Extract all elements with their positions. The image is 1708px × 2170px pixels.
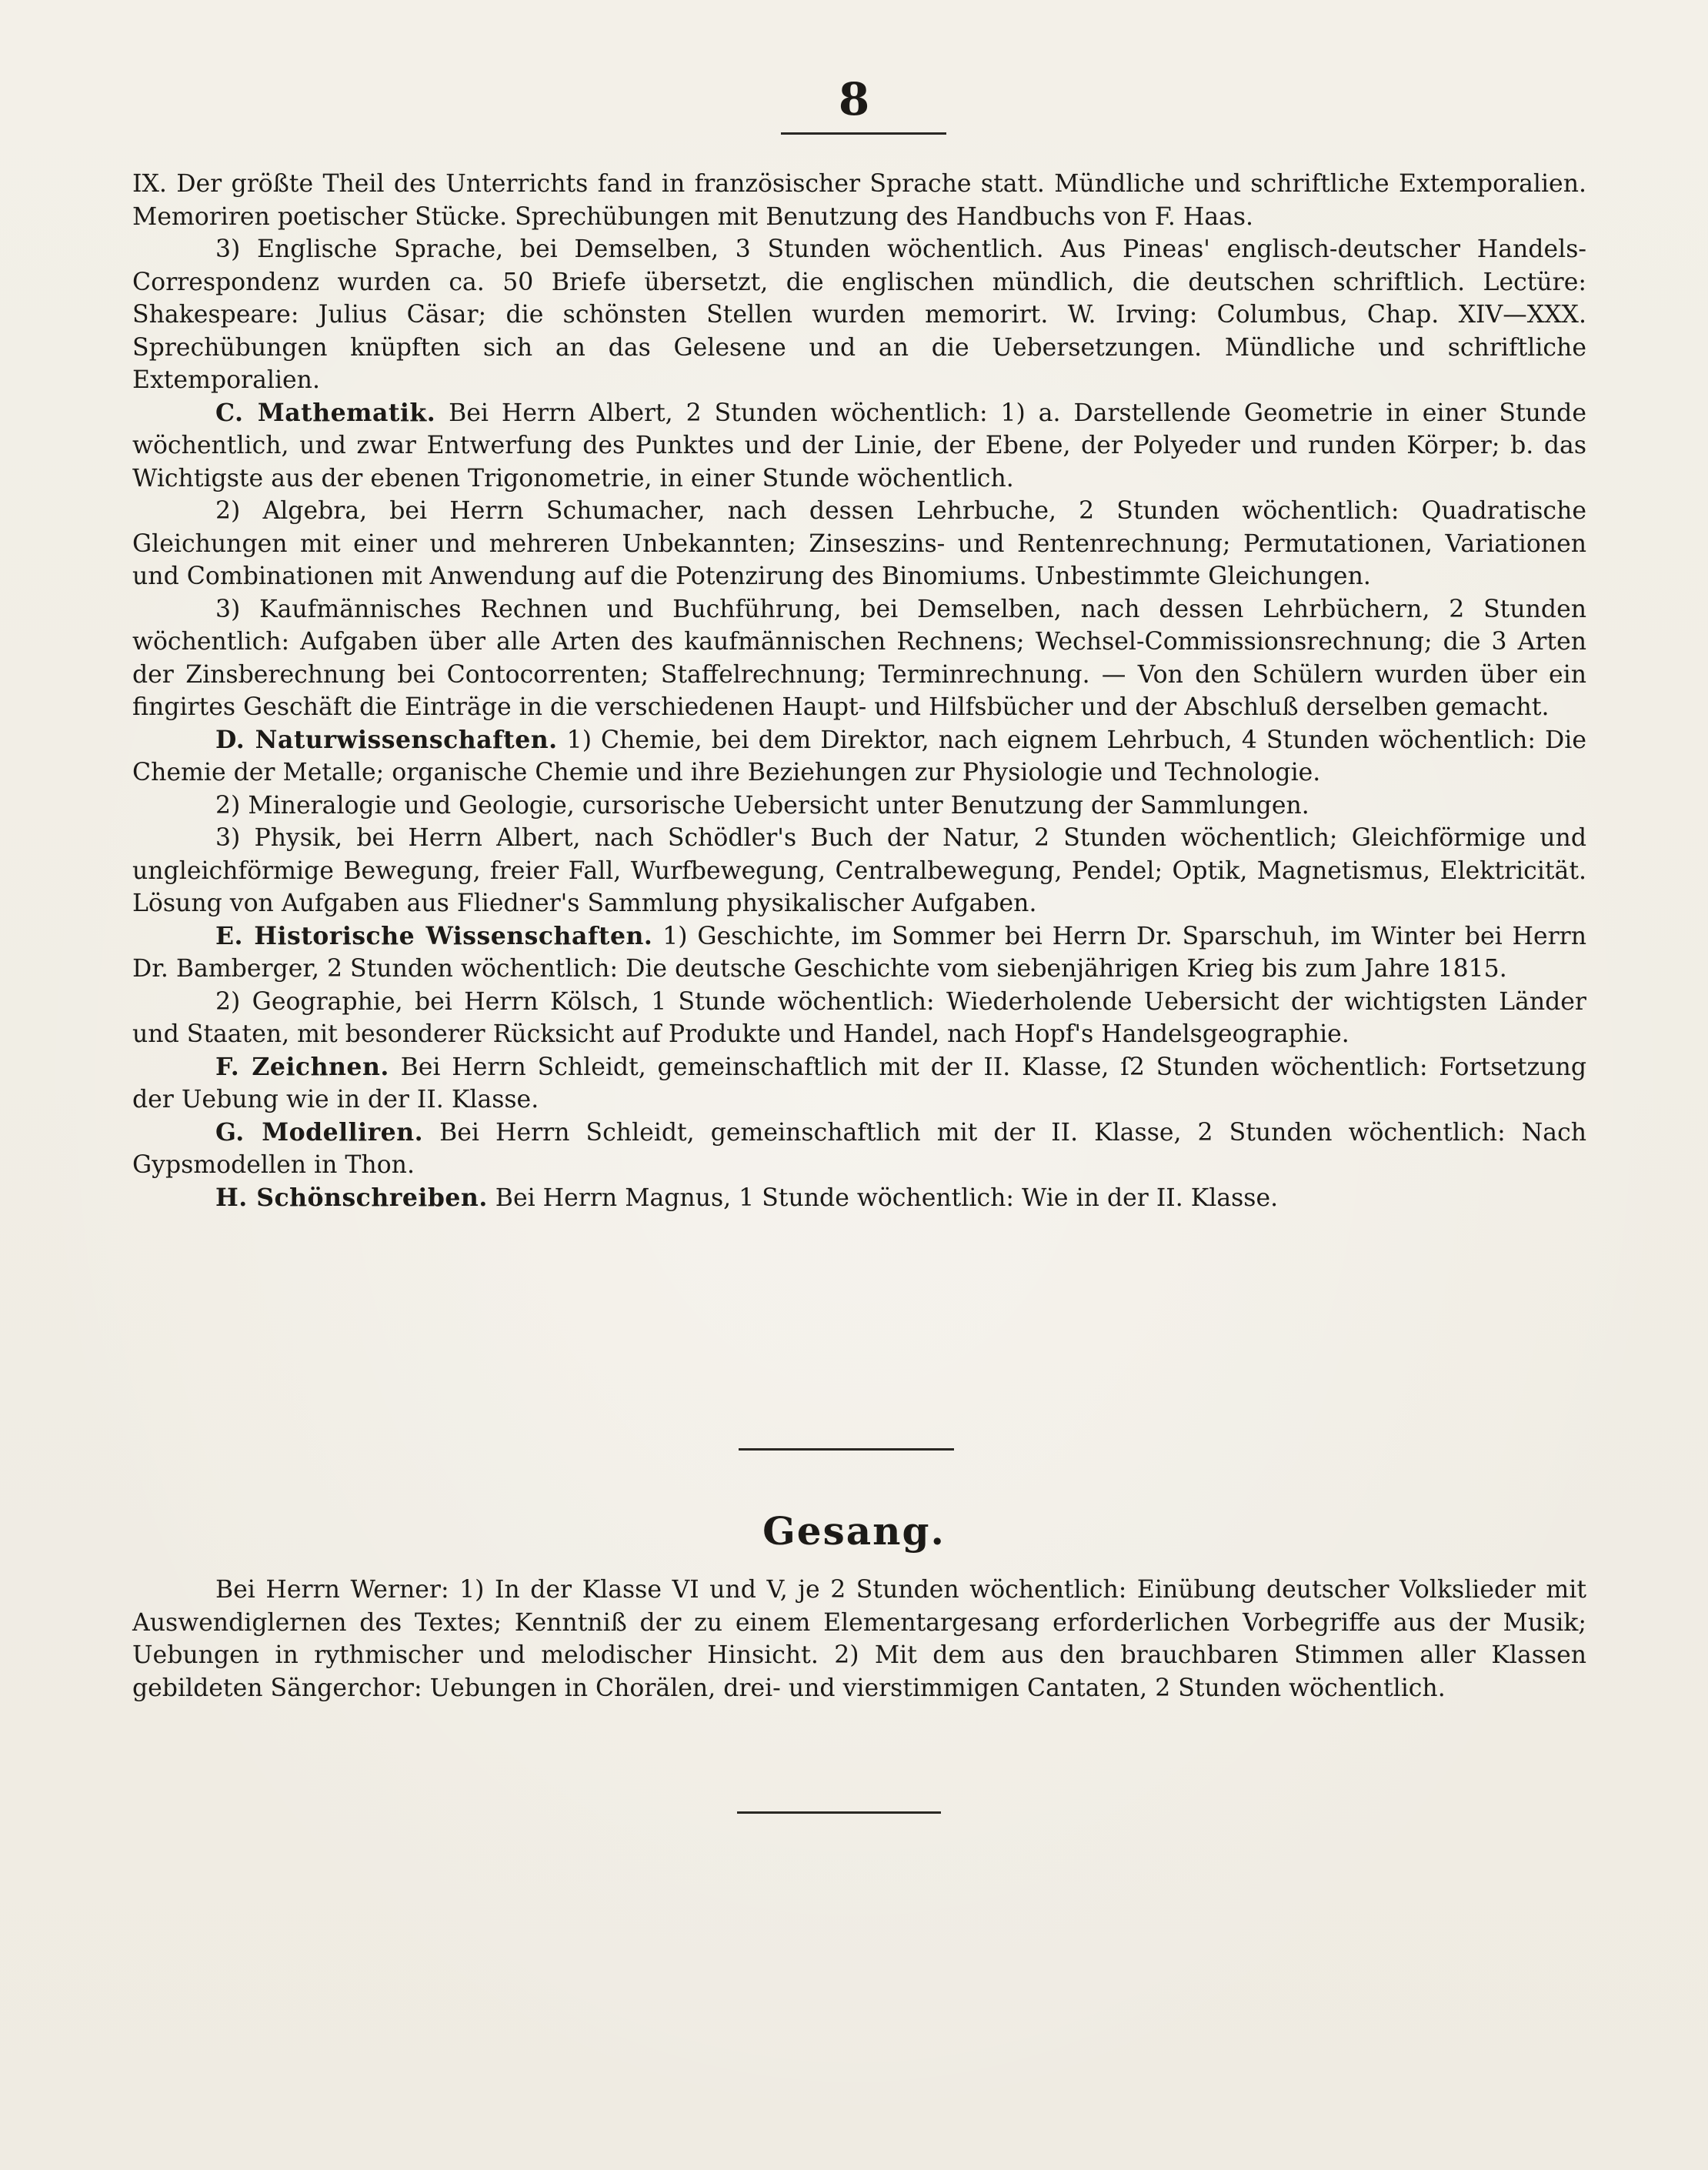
paragraph-text: 3) Kaufmännisches Rechnen und Buchführung, bei Demselben, nach dessen Lehrbüchern, 2 Stunden wöchentlich: Aufgaben über alle Arten des kaufmännischen Rechnens; Wechsel-Commissionsrechnung; die 3 Arten der Zinsberechnung bei Contocorrenten; Staffelrechnung; Terminrechnung. — Von den Schülern wurden über ein fingirtes Geschäft die Einträge in die verschiedenen Haupt- und Hilfsbücher und der Abschluß derselben gemacht. xyxy=(132,595,1586,721)
paragraph-text: 3) Physik, bei Herrn Albert, nach Schödler's Buch der Natur, 2 Stunden wöchentlich; Gleichförmige und ungleichförmige Bewegung, freier Fall, Wurfbewegung, Centralbewegung, Pendel; Optik, Magnetismus, Elektricität. Lösung von Aufgaben aus Fliedner's Sammlung physikalischer Aufgaben. xyxy=(132,824,1586,917)
paragraph-text: Bei Herrn Magnus, 1 Stunde wöchentlich: Wie in der II. Klasse. xyxy=(487,1183,1279,1212)
main-text xyxy=(132,168,1586,1214)
gesang-paragraph: Bei Herrn Werner: 1) In der Klasse VI und V, je 2 Stunden wöchentlich: Einübung deutscher Volkslieder mit Auswendiglernen des Textes; Kenntniß der zu einem Elementargesang erforderlichen Vorbegriffe aus der Musik; Uebungen in rythmischer und melodischer Hinsicht. 2) Mit dem aus den brauchbaren Stimmen aller Klassen gebildeten Sängerchor: Uebungen in Chorälen, drei- und vierstimmigen Cantaten, 2 Stunden wöchentlich. xyxy=(132,1576,1586,1702)
paragraph-heading: E. Historische Wissenschaften. xyxy=(215,921,653,950)
paragraph-heading: H. Schönschreiben. xyxy=(215,1183,488,1212)
paragraph xyxy=(132,233,1586,397)
paragraph-text: 2) Mineralogie und Geologie, cursorische Uebersicht unter Benutzung der Sammlungen. xyxy=(215,791,1309,820)
paragraph-text: IX. Der größte Theil des Unterrichts fand in französischer Sprache statt. Mündliche und schriftliche Extemporalien. Memoriren poetischer Stücke. Sprechübungen mit Benutzung des Handbuchs von F. Haas. xyxy=(132,170,1586,231)
section-divider xyxy=(739,1448,954,1451)
paragraph-text: Bei Herrn Albert, 2 Stunden wöchentlich: 1) a. Darstellende Geometrie in einer Stunde wöchentlich, und zwar Entwerfung des Punktes und der Linie, der Ebene, der Polyeder und runden Körper; b. das Wichtigste aus der ebenen Trigonometrie, in einer Stunde wöchentlich. xyxy=(132,399,1586,492)
paragraph xyxy=(132,724,1586,790)
section-title: Gesang. xyxy=(762,1508,946,1554)
paragraph xyxy=(132,397,1586,496)
paragraph xyxy=(132,986,1586,1051)
paragraph-text: Bei Herrn Schleidt, gemeinschaftlich mit der II. Klasse, 2 Stunden wöchentlich: Nach Gypsmodellen in Thon. xyxy=(132,1118,1587,1179)
bottom-rule xyxy=(737,1811,941,1814)
paragraph-text: Bei Herrn Schleidt, gemeinschaftlich mit der II. Klasse, ſ2 Stunden wöchentlich: Fortsetzung der Uebung wie in der II. Klasse. xyxy=(132,1053,1587,1113)
paragraph xyxy=(132,920,1586,986)
paragraph-heading: D. Naturwissenschaften. xyxy=(215,725,558,754)
paragraph-text: 2) Algebra, bei Herrn Schumacher, nach dessen Lehrbuche, 2 Stunden wöchentlich: Quadratische Gleichungen mit einer und mehreren Unbekannten; Zinseszins- und Rentenrechnung; Permutationen, Variationen und Combinationen mit Anwendung auf die Potenzirung des Binomiums. Unbestimmte Gleichungen. xyxy=(132,497,1586,590)
paragraph-text: 1) Geschichte, im Sommer bei Herrn Dr. Sparschuh, im Winter bei Herrn Dr. Bamberger, 2 Stunden wöchentlich: Die deutsche Geschichte vom siebenjährigen Krieg bis zum Jahre 1815. xyxy=(132,922,1586,983)
paragraph-heading: C. Mathematik. xyxy=(215,398,436,427)
paragraph xyxy=(132,593,1586,724)
top-rule xyxy=(781,132,946,135)
paragraph-heading: F. Zeichnen. xyxy=(215,1052,389,1081)
paragraph xyxy=(132,1182,1586,1215)
paragraph-text: 3) Englische Sprache, bei Demselben, 3 Stunden wöchentlich. Aus Pineas' englisch-deutscher Handels-Correspondenz wurden ca. 50 Briefe übersetzt, die englischen mündlich, die deutschen schriftlich. Lectüre: Shakespeare: Julius Cäsar; die schönsten Stellen wurden memorirt. W. Irving: Columbus, Chap. XIV—XXX. Sprechübungen knüpften sich an das Gelesene und an die Uebersetzungen. Mündliche und schriftliche Extemporalien. xyxy=(132,235,1586,394)
paragraph xyxy=(132,168,1586,233)
paragraph xyxy=(132,790,1586,823)
paragraph xyxy=(132,495,1586,593)
paragraph-text: 2) Geographie, bei Herrn Kölsch, 1 Stunde wöchentlich: Wiederholende Uebersicht der wichtigsten Länder und Staaten, mit besonderer Rücksicht auf Produkte und Handel, nach Hopf's Handelsgeographie. xyxy=(132,987,1586,1048)
paragraph xyxy=(132,822,1586,920)
page-number: 8 xyxy=(838,73,870,125)
gesang-section xyxy=(132,1574,1586,1704)
paragraph-heading: G. Modelliren. xyxy=(215,1117,424,1147)
paragraph-text: 1) Chemie, bei dem Direktor, nach eignem Lehrbuch, 4 Stunden wöchentlich: Die Chemie der Metalle; organische Chemie und ihre Beziehungen zur Physiologie und Technologie. xyxy=(132,726,1586,786)
paragraph xyxy=(132,1051,1586,1117)
paragraph xyxy=(132,1117,1586,1182)
